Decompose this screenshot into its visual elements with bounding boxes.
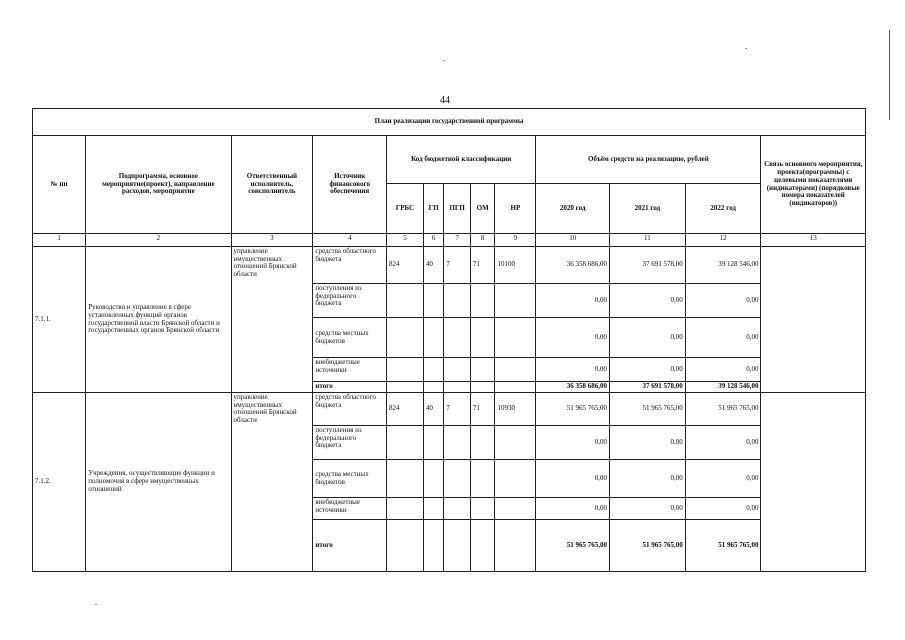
funding-source: поступления из федерального бюджета: [313, 284, 387, 318]
header-source: Источник финансового обеспечения: [313, 136, 387, 234]
amount-2020: 0,00: [536, 284, 610, 318]
margin-rule: [889, 30, 890, 120]
header-pgp: ПГП: [444, 184, 471, 234]
scan-speck: [745, 48, 747, 49]
header-link: Связь основного мероприятия, проекта(программы) с целевыми показателями (индикаторами) (порядковые номера показателей (индикаторов)): [761, 136, 866, 234]
col-number: 10: [536, 234, 610, 247]
header-subprogram: Подпрограмма, основное мероприятие(проект), направление расходов, мероприятие: [86, 136, 231, 234]
header-2021: 2021 год: [610, 184, 686, 234]
gp-code: 40: [423, 393, 443, 426]
amount-2020: 0,00: [536, 318, 610, 358]
amount-2022: 0,00: [685, 284, 761, 318]
header-om: ОМ: [470, 184, 495, 234]
amount-2022: 0,00: [685, 426, 761, 460]
amount-2022: 0,00: [685, 358, 761, 382]
col-number: 1: [33, 234, 86, 247]
total-2020: 51 965 765,00: [536, 520, 610, 572]
table-title: План реализации государственной программы: [33, 109, 866, 136]
amount-2021: 0,00: [610, 498, 686, 520]
amount-2022: 0,00: [685, 318, 761, 358]
header-2020: 2020 год: [536, 184, 610, 234]
funding-source: внебюджетные источники: [313, 358, 387, 382]
amount-2022: 39 128 546,00: [685, 247, 761, 284]
col-number: 12: [685, 234, 761, 247]
grbs-code: 824: [387, 247, 424, 284]
scan-speck: [443, 60, 445, 61]
funding-source: поступления из федерального бюджета: [313, 426, 387, 460]
column-number-row: [33, 234, 866, 247]
header-num: № пп: [33, 136, 86, 234]
amount-2020: 51 965 765,00: [536, 393, 610, 426]
total-2021: 37 691 578,00: [610, 382, 686, 393]
total-2020: 36 358 686,00: [536, 382, 610, 393]
om-code: 71: [470, 247, 495, 284]
header-gp: ГП: [423, 184, 443, 234]
amount-2021: 0,00: [610, 318, 686, 358]
responsible-executor: управление имущественных отношений Брянской области: [231, 393, 313, 572]
col-number: 9: [495, 234, 536, 247]
total-2021: 51 965 765,00: [610, 520, 686, 572]
amount-2022: 51 965 765,00: [685, 393, 761, 426]
funding-source: средства местных бюджетов: [313, 318, 387, 358]
col-number: 11: [610, 234, 686, 247]
total-label: итого: [313, 520, 387, 572]
om-code: 71: [470, 393, 495, 426]
pgp-code: 7: [444, 247, 471, 284]
header-volume: Объём средств на реализацию, рублей: [536, 136, 761, 184]
responsible-executor: управление имущественных отношений Брянской области: [231, 247, 313, 393]
amount-2021: 0,00: [610, 426, 686, 460]
funding-source: средства областного бюджета: [313, 247, 387, 284]
plan-table: [32, 108, 866, 572]
col-number: 2: [86, 234, 231, 247]
table-row: [33, 247, 866, 284]
indicator-link: [761, 247, 866, 393]
amount-2021: 0,00: [610, 460, 686, 498]
nr-code: 10930: [495, 393, 536, 426]
gp-code: 40: [423, 247, 443, 284]
header-2022: 2022 год: [685, 184, 761, 234]
amount-2020: 0,00: [536, 498, 610, 520]
nr-code: 10100: [495, 247, 536, 284]
activity-name: Руководство и управление в сфере установленных функций органов государственной власти Брянской области и государственных органов Брянской области: [86, 247, 231, 393]
total-label: итого: [313, 382, 387, 393]
amount-2020: 36 358 686,00: [536, 247, 610, 284]
pgp-code: 7: [444, 393, 471, 426]
amount-2021: 37 691 578,00: [610, 247, 686, 284]
col-number: 6: [423, 234, 443, 247]
page-number: 44: [440, 95, 450, 106]
funding-source: средства областного бюджета: [313, 393, 387, 426]
amount-2020: 0,00: [536, 358, 610, 382]
row-number: 7.1.2.: [33, 393, 86, 572]
grbs-code: 824: [387, 393, 424, 426]
col-number: 4: [313, 234, 387, 247]
col-number: 3: [231, 234, 313, 247]
funding-source: внебюджетные источники: [313, 498, 387, 520]
amount-2022: 0,00: [685, 498, 761, 520]
col-number: 7: [444, 234, 471, 247]
table-row: [33, 393, 866, 426]
amount-2022: 0,00: [685, 460, 761, 498]
col-number: 8: [470, 234, 495, 247]
activity-name: Учреждения, осуществляющие функции и полномочия в сфере имущественных отношений: [86, 393, 231, 572]
header-responsible: Ответственный исполнитель, соисполнитель: [231, 136, 313, 234]
amount-2021: 0,00: [610, 358, 686, 382]
funding-source: средства местных бюджетов: [313, 460, 387, 498]
indicator-link: [761, 393, 866, 572]
total-2022: 51 965 765,00: [685, 520, 761, 572]
total-2022: 39 128 546,00: [685, 382, 761, 393]
row-number: 7.1.1.: [33, 247, 86, 393]
col-number: 13: [761, 234, 866, 247]
header-budget-code: Код бюджетной классификации: [387, 136, 536, 184]
col-number: 5: [387, 234, 424, 247]
scan-speck: [95, 604, 97, 605]
amount-2021: 0,00: [610, 284, 686, 318]
header-grbs: ГРБС: [387, 184, 424, 234]
header-nr: НР: [495, 184, 536, 234]
amount-2020: 0,00: [536, 426, 610, 460]
amount-2021: 51 965 765,00: [610, 393, 686, 426]
amount-2020: 0,00: [536, 460, 610, 498]
